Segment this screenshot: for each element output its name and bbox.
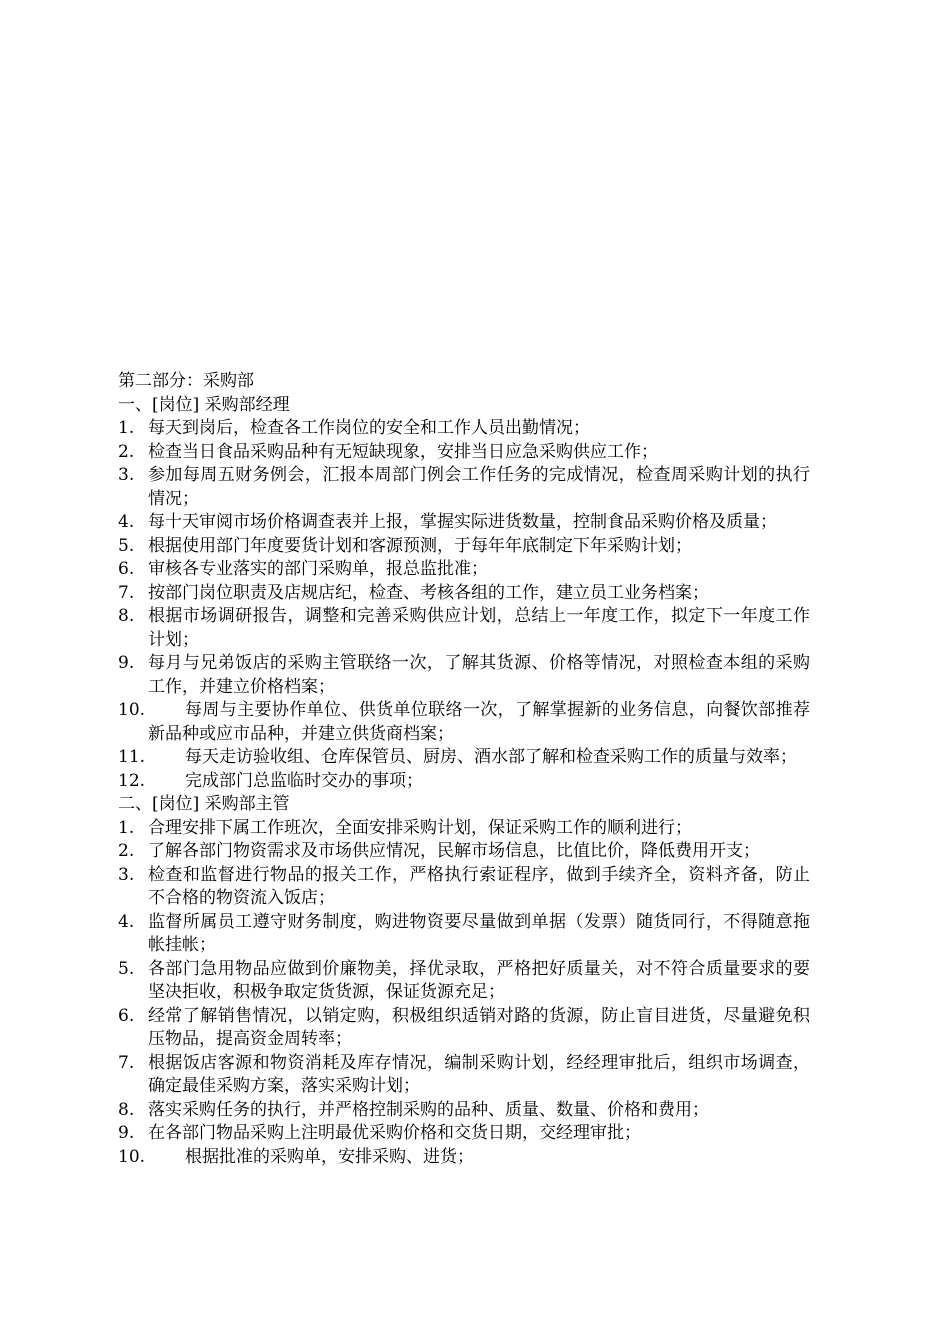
item-number: 10. (118, 700, 146, 720)
list-item (118, 699, 810, 746)
item-number: 11. (118, 747, 146, 767)
list-item (118, 441, 810, 465)
item-number: 6. (118, 559, 135, 579)
list-item (118, 558, 810, 582)
item-text: 监督所属员工遵守财务制度，购进物资要尽量做到单据（发票）随货同行，不得随意拖帐挂帐； (148, 911, 810, 955)
item-number: 2. (118, 841, 135, 861)
duty-list (118, 817, 810, 1170)
item-text: 参加每周五财务例会，汇报本周部门例会工作任务的完成情况，检查周采购计划的执行情况； (148, 465, 810, 509)
list-item (118, 770, 810, 794)
section-manager (118, 394, 810, 794)
list-item (118, 1099, 810, 1123)
item-text: 在各部门物品采购上注明最优采购价格和交货日期，交经理审批； (148, 1123, 641, 1143)
part-title: 第二部分：采购部 (118, 371, 254, 391)
item-text: 完成部门总监临时交办的事项； (185, 770, 423, 791)
item-number: 8. (118, 1099, 135, 1120)
item-number: 9. (118, 1123, 135, 1143)
section-heading: 二、[岗位] 采购部主管 (118, 794, 290, 814)
list-item (118, 464, 810, 511)
list-item (118, 417, 810, 441)
item-number: 4. (118, 911, 135, 932)
item-number: 5. (118, 535, 135, 556)
item-number: 3. (118, 465, 135, 485)
list-item (118, 582, 810, 606)
item-text: 落实采购任务的执行，并严格控制采购的品种、质量、数量、价格和费用； (148, 1099, 709, 1120)
list-item (118, 1122, 810, 1146)
list-item (118, 605, 810, 652)
item-number: 7. (118, 582, 135, 603)
item-number: 4. (118, 512, 135, 532)
list-item (118, 1005, 810, 1052)
item-number: 6. (118, 1005, 135, 1026)
document-body (118, 370, 810, 1169)
list-item (118, 817, 810, 841)
item-text: 每周与主要协作单位、供货单位联络一次，了解掌握新的业务信息，向餐饮部推荐新品种或应市品种，并建立供货商档案； (148, 700, 810, 744)
item-text: 检查当日食品采购品种有无短缺现象，安排当日应急采购供应工作； (148, 441, 658, 462)
list-item (118, 864, 810, 911)
list-item (118, 1052, 810, 1099)
list-item (118, 652, 810, 699)
item-text: 每十天审阅市场价格调查表并上报，掌握实际进货数量，控制食品采购价格及质量； (148, 512, 777, 532)
list-item (118, 511, 810, 535)
item-text: 审核各专业落实的部门采购单，报总监批准； (148, 559, 488, 579)
item-text: 按部门岗位职责及店规店纪，检查、考核各组的工作，建立员工业务档案； (148, 582, 709, 603)
item-text: 每天到岗后，检查各工作岗位的安全和工作人员出勤情况； (148, 418, 590, 438)
item-number: 9. (118, 653, 135, 673)
item-number: 1. (118, 418, 135, 438)
item-text: 每天走访验收组、仓库保管员、厨房、酒水部了解和检查采购工作的质量与效率； (185, 747, 797, 767)
item-text: 了解各部门物资需求及市场供应情况，民解市场信息，比值比价，降低费用开支； (148, 841, 760, 861)
item-number: 10. (118, 1146, 146, 1167)
list-item (118, 911, 810, 958)
section-supervisor (118, 793, 810, 1169)
item-number: 1. (118, 817, 135, 838)
item-number: 5. (118, 958, 135, 979)
item-text: 根据市场调研报告，调整和完善采购供应计划，总结上一年度工作，拟定下一年度工作计划； (148, 606, 810, 650)
item-number: 12. (118, 770, 146, 791)
item-number: 3. (118, 864, 135, 885)
list-item (118, 746, 810, 770)
item-number: 7. (118, 1052, 135, 1073)
item-number: 2. (118, 441, 135, 462)
item-text: 检查和监督进行物品的报关工作，严格执行索证程序，做到手续齐全，资料齐备，防止不合格的物资流入饭店； (148, 864, 810, 908)
list-item (118, 535, 810, 559)
duty-list (118, 417, 810, 793)
item-text: 根据使用部门年度要货计划和客源预测，于每年年底制定下年采购计划； (148, 535, 692, 556)
list-item (118, 1146, 810, 1170)
item-text: 根据批准的采购单，安排采购、进货； (185, 1146, 474, 1167)
item-text: 各部门急用物品应做到价廉物美，择优录取，严格把好质量关，对不符合质量要求的要坚决拒收，积极争取定货货源，保证货源充足； (148, 958, 810, 1002)
list-item (118, 840, 810, 864)
item-text: 根据饭店客源和物资消耗及库存情况，编制采购计划，经经理审批后，组织市场调查，确定最佳采购方案，落实采购计划； (148, 1052, 810, 1096)
item-text: 每月与兄弟饭店的采购主管联络一次，了解其货源、价格等情况，对照检查本组的采购工作，并建立价格档案； (148, 653, 810, 697)
item-number: 8. (118, 606, 135, 626)
section-heading: 一、[岗位] 采购部经理 (118, 394, 290, 415)
item-text: 经常了解销售情况，以销定购，积极组织适销对路的货源，防止盲目进货，尽量避免积压物品，提高资金周转率； (148, 1005, 810, 1049)
item-text: 合理安排下属工作班次，全面安排采购计划，保证采购工作的顺利进行； (148, 817, 692, 838)
list-item (118, 958, 810, 1005)
